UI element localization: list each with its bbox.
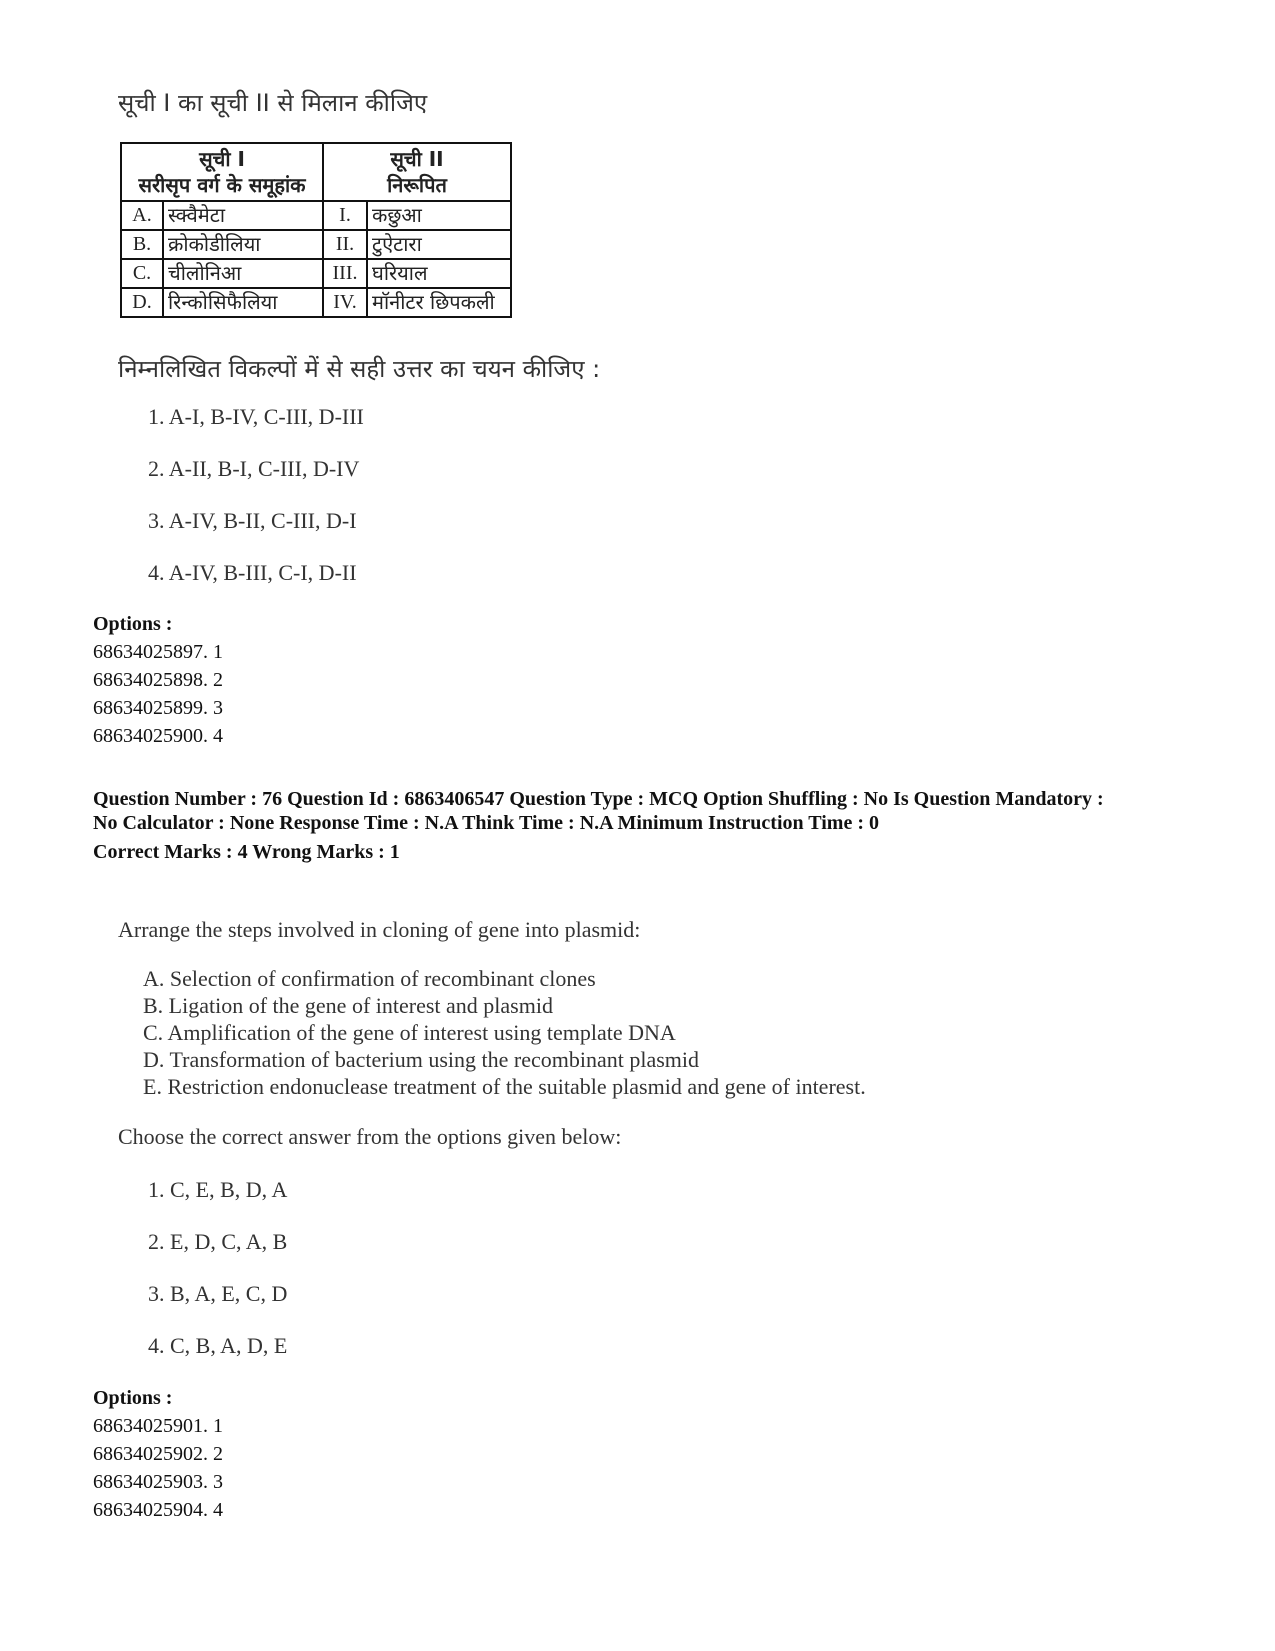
- q75-option-1: 68634025897. 1: [93, 641, 223, 663]
- q76-step-c: C. Amplification of the gene of interest using template DNA: [143, 1020, 676, 1045]
- q76-choice-3: 3. B, A, E, C, D: [148, 1281, 288, 1306]
- table-header-list-1: [121, 143, 323, 201]
- q75-choice-1: 1. A-I, B-IV, C-III, D-III: [148, 404, 364, 429]
- q76-meta-line-1: Question Number : 76 Question Id : 6863406547 Question Type : MCQ Option Shuffling : No Is Question Mandatory :: [93, 788, 1104, 810]
- q76-marks: Correct Marks : 4 Wrong Marks : 1: [93, 841, 400, 863]
- q76-step-e: E. Restriction endonuclease treatment of the suitable plasmid and gene of interest.: [143, 1074, 866, 1099]
- question-75-heading: सूची I का सूची II से मिलान कीजिए: [118, 89, 428, 117]
- row-roman: II.: [323, 230, 367, 259]
- match-table: [120, 142, 512, 318]
- q76-choice-1: 1. C, E, B, D, A: [148, 1177, 288, 1202]
- header-list-2-subtitle: निरूपित: [387, 173, 447, 197]
- q76-choice-2: 2. E, D, C, A, B: [148, 1229, 288, 1254]
- question-75-instruction: निम्नलिखित विकल्पों में से सही उत्तर का चयन कीजिए :: [118, 355, 601, 383]
- row-item: चीलोनिआ: [163, 259, 323, 288]
- header-list-1-title: सूची I: [199, 147, 245, 171]
- q75-choice-2: 2. A-II, B-I, C-III, D-IV: [148, 456, 360, 481]
- q76-option-3: 68634025903. 3: [93, 1471, 223, 1493]
- row-item: क्रोकोडीलिया: [163, 230, 323, 259]
- q76-option-1: 68634025901. 1: [93, 1415, 223, 1437]
- row-match: कछुआ: [367, 201, 511, 230]
- q76-option-4: 68634025904. 4: [93, 1499, 223, 1521]
- row-match: टुऐटारा: [367, 230, 511, 259]
- row-item: स्क्वैमेटा: [163, 201, 323, 230]
- row-item: रिन्कोसिफैलिया: [163, 288, 323, 317]
- q76-options-title: Options :: [93, 1387, 173, 1409]
- table-row: [121, 259, 511, 288]
- q76-step-b: B. Ligation of the gene of interest and plasmid: [143, 993, 553, 1018]
- q76-meta-line-2: No Calculator : None Response Time : N.A Think Time : N.A Minimum Instruction Time : 0: [93, 812, 879, 834]
- row-letter: D.: [121, 288, 163, 317]
- row-roman: IV.: [323, 288, 367, 317]
- q76-meta: [93, 787, 1203, 835]
- row-match: मॉनीटर छिपकली: [367, 288, 511, 317]
- row-roman: III.: [323, 259, 367, 288]
- header-list-2-title: सूची II: [390, 147, 444, 171]
- q75-option-3: 68634025899. 3: [93, 697, 223, 719]
- q75-option-4: 68634025900. 4: [93, 725, 223, 747]
- row-letter: B.: [121, 230, 163, 259]
- row-letter: C.: [121, 259, 163, 288]
- table-header-list-2: [323, 143, 511, 201]
- q76-choice-4: 4. C, B, A, D, E: [148, 1333, 288, 1358]
- table-row: [121, 201, 511, 230]
- q76-stem: Arrange the steps involved in cloning of gene into plasmid:: [118, 917, 641, 942]
- header-list-1-subtitle: सरीसृप वर्ग के समूहांक: [138, 173, 306, 197]
- q76-choose-instruction: Choose the correct answer from the options given below:: [118, 1124, 622, 1149]
- q76-step-d: D. Transformation of bacterium using the recombinant plasmid: [143, 1047, 700, 1072]
- q75-choice-4: 4. A-IV, B-III, C-I, D-II: [148, 560, 357, 585]
- row-match: घरियाल: [367, 259, 511, 288]
- table-row: [121, 288, 511, 317]
- q75-option-2: 68634025898. 2: [93, 669, 223, 691]
- q76-step-a: A. Selection of confirmation of recombinant clones: [143, 966, 596, 991]
- row-roman: I.: [323, 201, 367, 230]
- q75-choice-3: 3. A-IV, B-II, C-III, D-I: [148, 508, 357, 533]
- q75-options-title: Options :: [93, 613, 173, 635]
- q76-option-2: 68634025902. 2: [93, 1443, 223, 1465]
- row-letter: A.: [121, 201, 163, 230]
- table-row: [121, 230, 511, 259]
